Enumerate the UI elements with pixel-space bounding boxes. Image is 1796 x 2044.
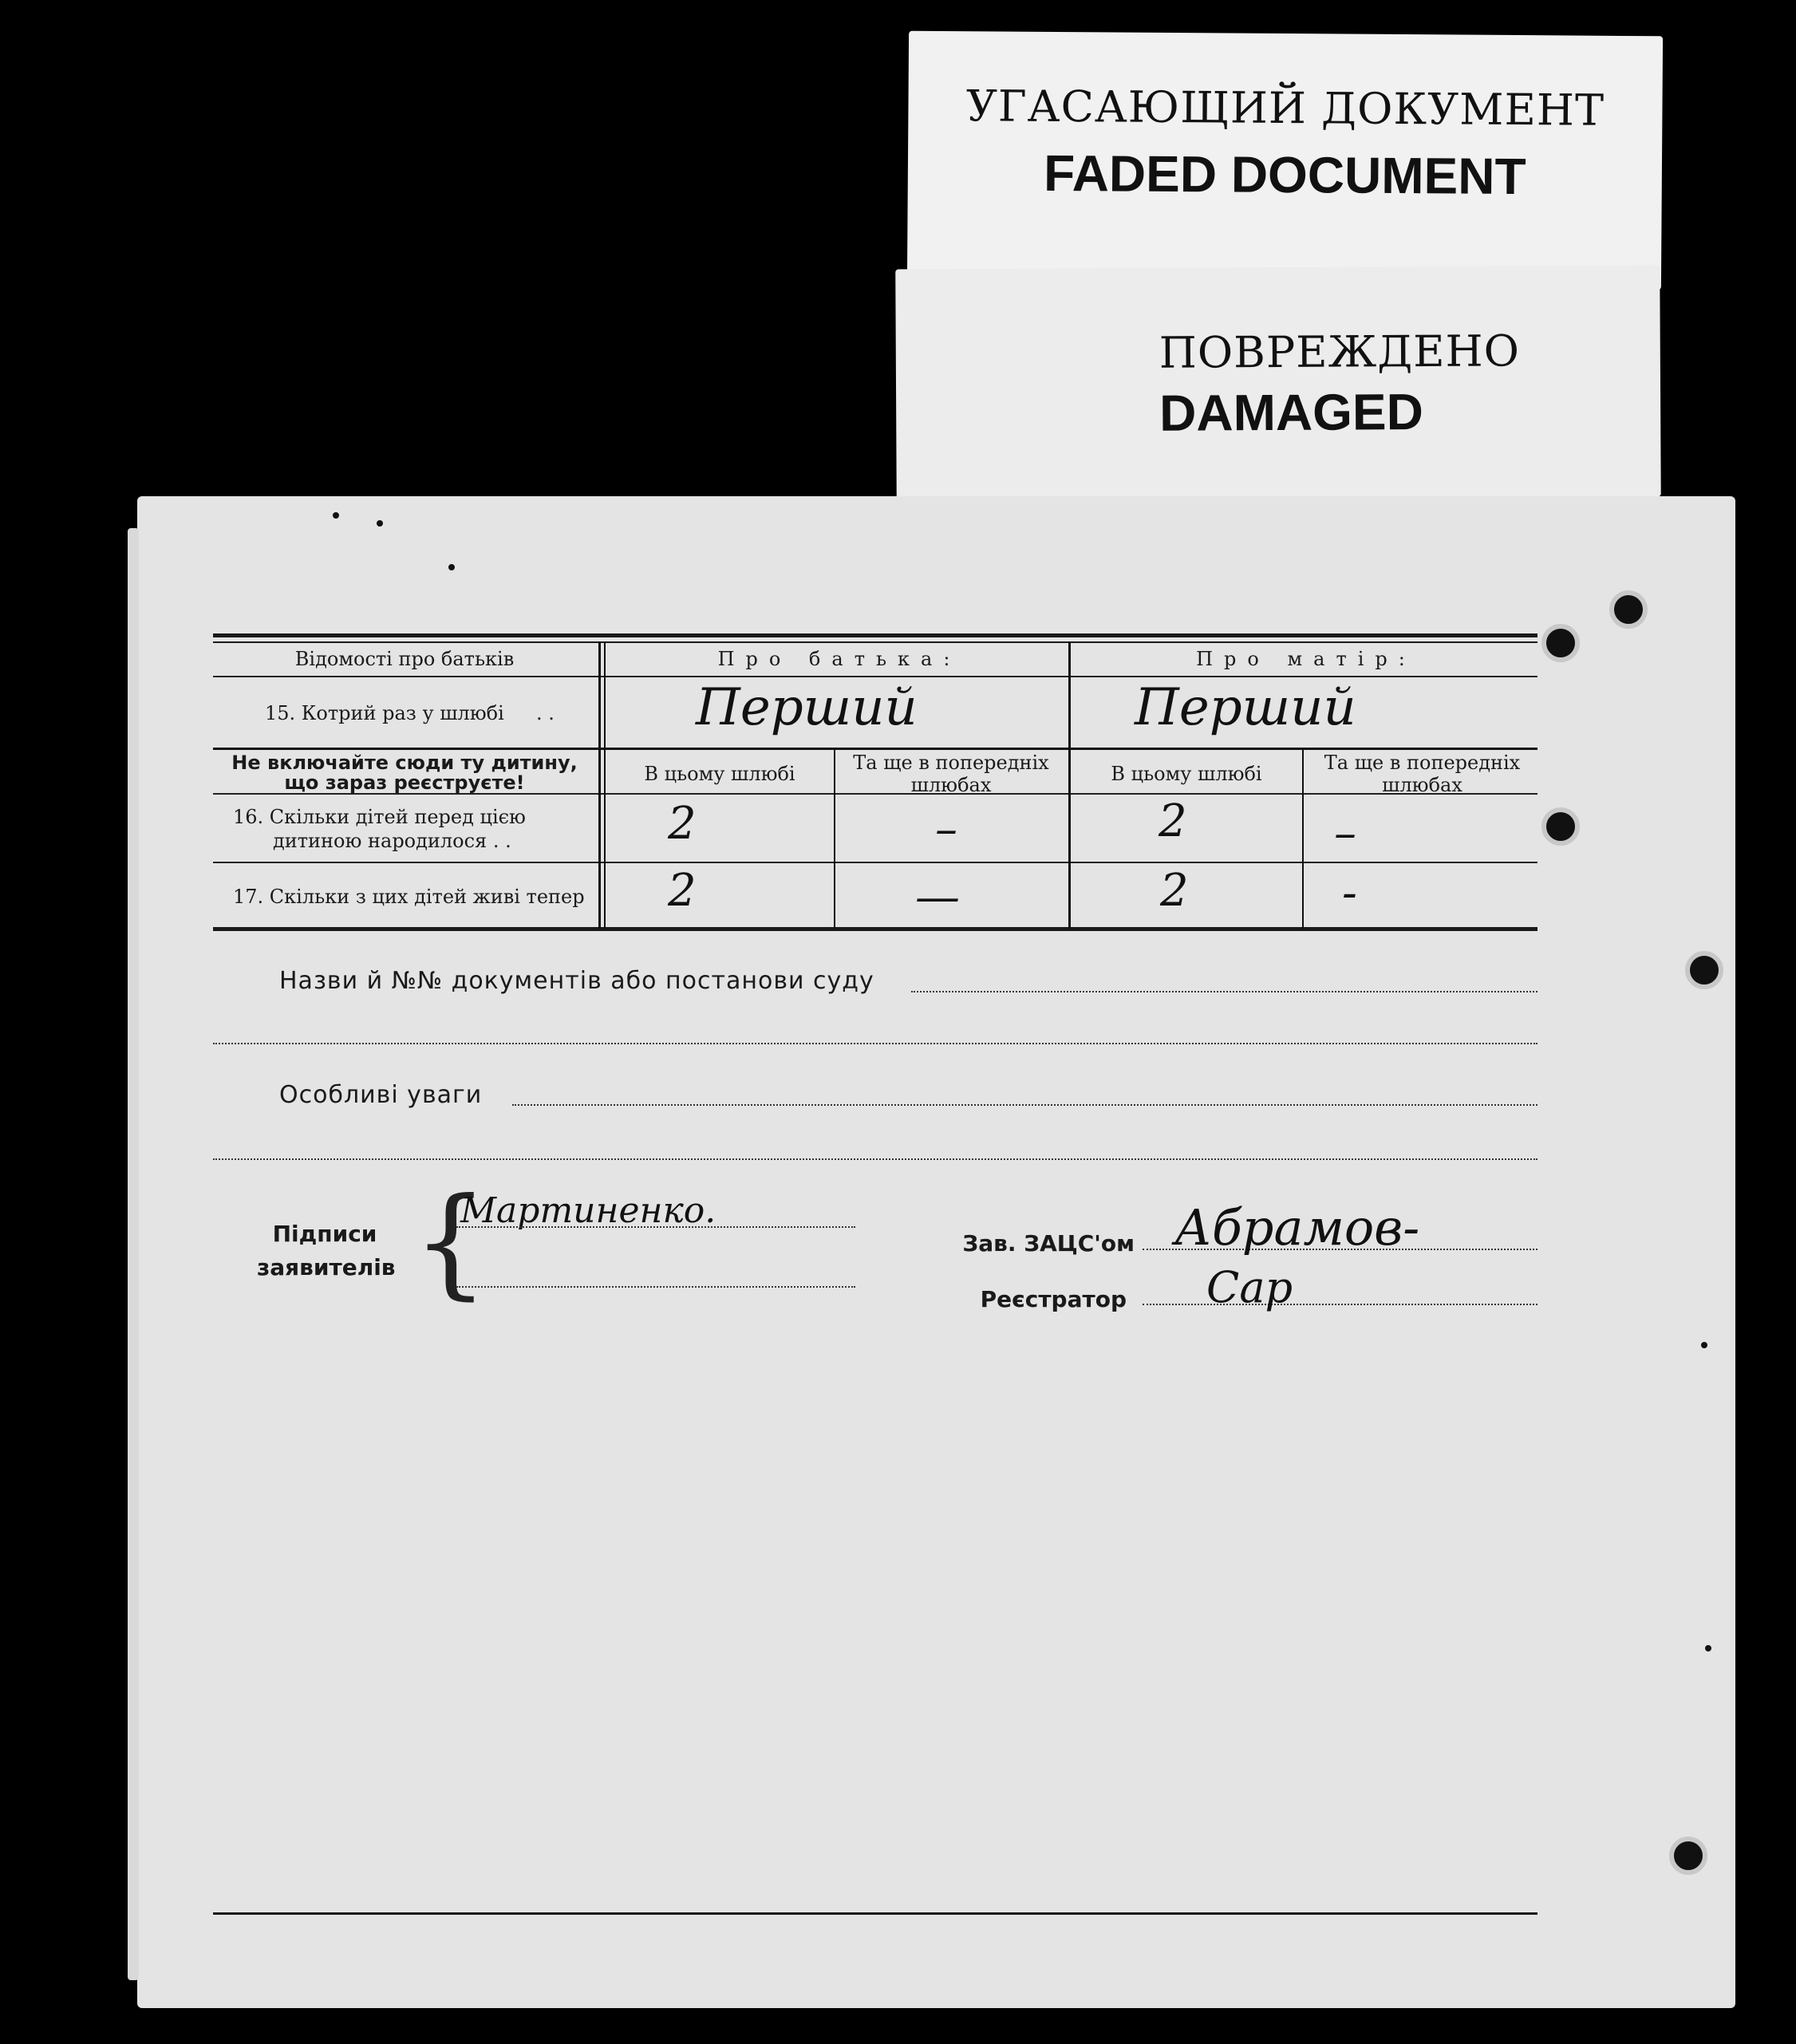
note-line2: що зараз реєструєте!: [284, 771, 525, 794]
head-label: Зав. ЗАЦС'ом: [962, 1230, 1135, 1257]
applicant-signature: Мартиненко.: [460, 1190, 716, 1231]
header-mother: Про матір:: [1196, 648, 1416, 670]
row17-mother-prev: -: [1342, 867, 1357, 919]
row16-father-this: 2: [668, 798, 697, 850]
row15-mother-value: Перший: [1135, 678, 1356, 737]
faded-label-en: FADED DOCUMENT: [1043, 144, 1526, 206]
table-col-divider: [1068, 641, 1071, 929]
row15-father-value: Перший: [696, 678, 918, 737]
applicant-sig-line-2: [456, 1286, 855, 1288]
punch-hole: [1685, 951, 1723, 989]
registrar-label: Реєстратор: [980, 1286, 1127, 1312]
table-col-divider: [834, 748, 835, 929]
table-top-border: [213, 633, 1537, 637]
row16-label-line1: 16. Скільки дітей перед цією: [233, 806, 526, 828]
speck: [1701, 1342, 1707, 1348]
punch-hole: [1541, 624, 1580, 662]
remarks-line-2: [213, 1158, 1537, 1160]
header-father: Про батька:: [717, 648, 961, 670]
row16-label-line2: дитиною народилося . .: [273, 830, 511, 852]
registrar-signature: Сар: [1206, 1262, 1293, 1312]
punch-hole: [1541, 807, 1580, 846]
documents-line-2: [213, 1043, 1537, 1044]
applicants-brace: {: [412, 1173, 489, 1312]
speck: [448, 564, 455, 570]
head-signature: Абрамов-: [1174, 1198, 1420, 1257]
faded-document-label: [907, 31, 1663, 290]
table-rule: [213, 748, 1537, 750]
mother-this-marriage-header: В цьому шлюбі: [1111, 763, 1262, 785]
row16-father-prev: –: [935, 803, 957, 855]
damaged-document-label: [895, 265, 1661, 500]
row17-father-prev: —: [915, 871, 960, 923]
speck: [1705, 1645, 1711, 1651]
table-rule: [213, 862, 1537, 863]
damaged-label-ru: ПОВРЕЖДЕНО: [1159, 326, 1521, 378]
form-sheet: [137, 496, 1735, 2008]
applicants-label-line2: заявителів: [257, 1254, 396, 1280]
row17-label: 17. Скільки з цих дітей живі тепер: [233, 886, 585, 908]
table-col-divider: [604, 641, 606, 929]
speck: [377, 520, 383, 527]
faded-label-ru: УГАСАЮЩИЙ ДОКУМЕНТ: [965, 81, 1605, 136]
table-rule: [213, 676, 1537, 677]
row15-dots: . .: [536, 702, 555, 724]
row17-father-this: 2: [668, 865, 697, 917]
registrar-sig-line: [1143, 1304, 1537, 1305]
damaged-label-en: DAMAGED: [1159, 383, 1424, 442]
note-line1: Не включайте сюди ту дитину,: [231, 752, 578, 774]
documents-line: [911, 991, 1537, 992]
father-prev-marriages-header: Та ще в попередніх шлюбах: [853, 752, 1049, 796]
speck: [333, 512, 339, 519]
row15-label: 15. Котрий раз у шлюбі: [265, 702, 504, 724]
table-top-border-thin: [213, 641, 1537, 643]
punch-hole: [1609, 590, 1648, 629]
father-this-marriage-header: В цьому шлюбі: [644, 763, 795, 785]
bottom-rule: [213, 1912, 1537, 1915]
punch-hole: [1669, 1837, 1707, 1875]
row16-mother-this: 2: [1159, 795, 1187, 847]
row17-mother-this: 2: [1160, 865, 1189, 917]
mother-prev-marriages-header: Та ще в попередніх шлюбах: [1324, 752, 1521, 796]
table-bottom-border: [213, 927, 1537, 931]
remarks-line: [512, 1104, 1537, 1106]
documents-label: Назви й №№ документів або постанови суду: [279, 967, 874, 995]
row16-mother-prev: –: [1334, 807, 1356, 859]
applicant-sig-line-1: [456, 1226, 855, 1228]
header-info: Відомості про батьків: [294, 648, 515, 670]
applicants-label-line1: Підписи: [272, 1221, 377, 1247]
table-col-divider: [1302, 748, 1304, 929]
remarks-label: Особливі уваги: [279, 1081, 483, 1109]
